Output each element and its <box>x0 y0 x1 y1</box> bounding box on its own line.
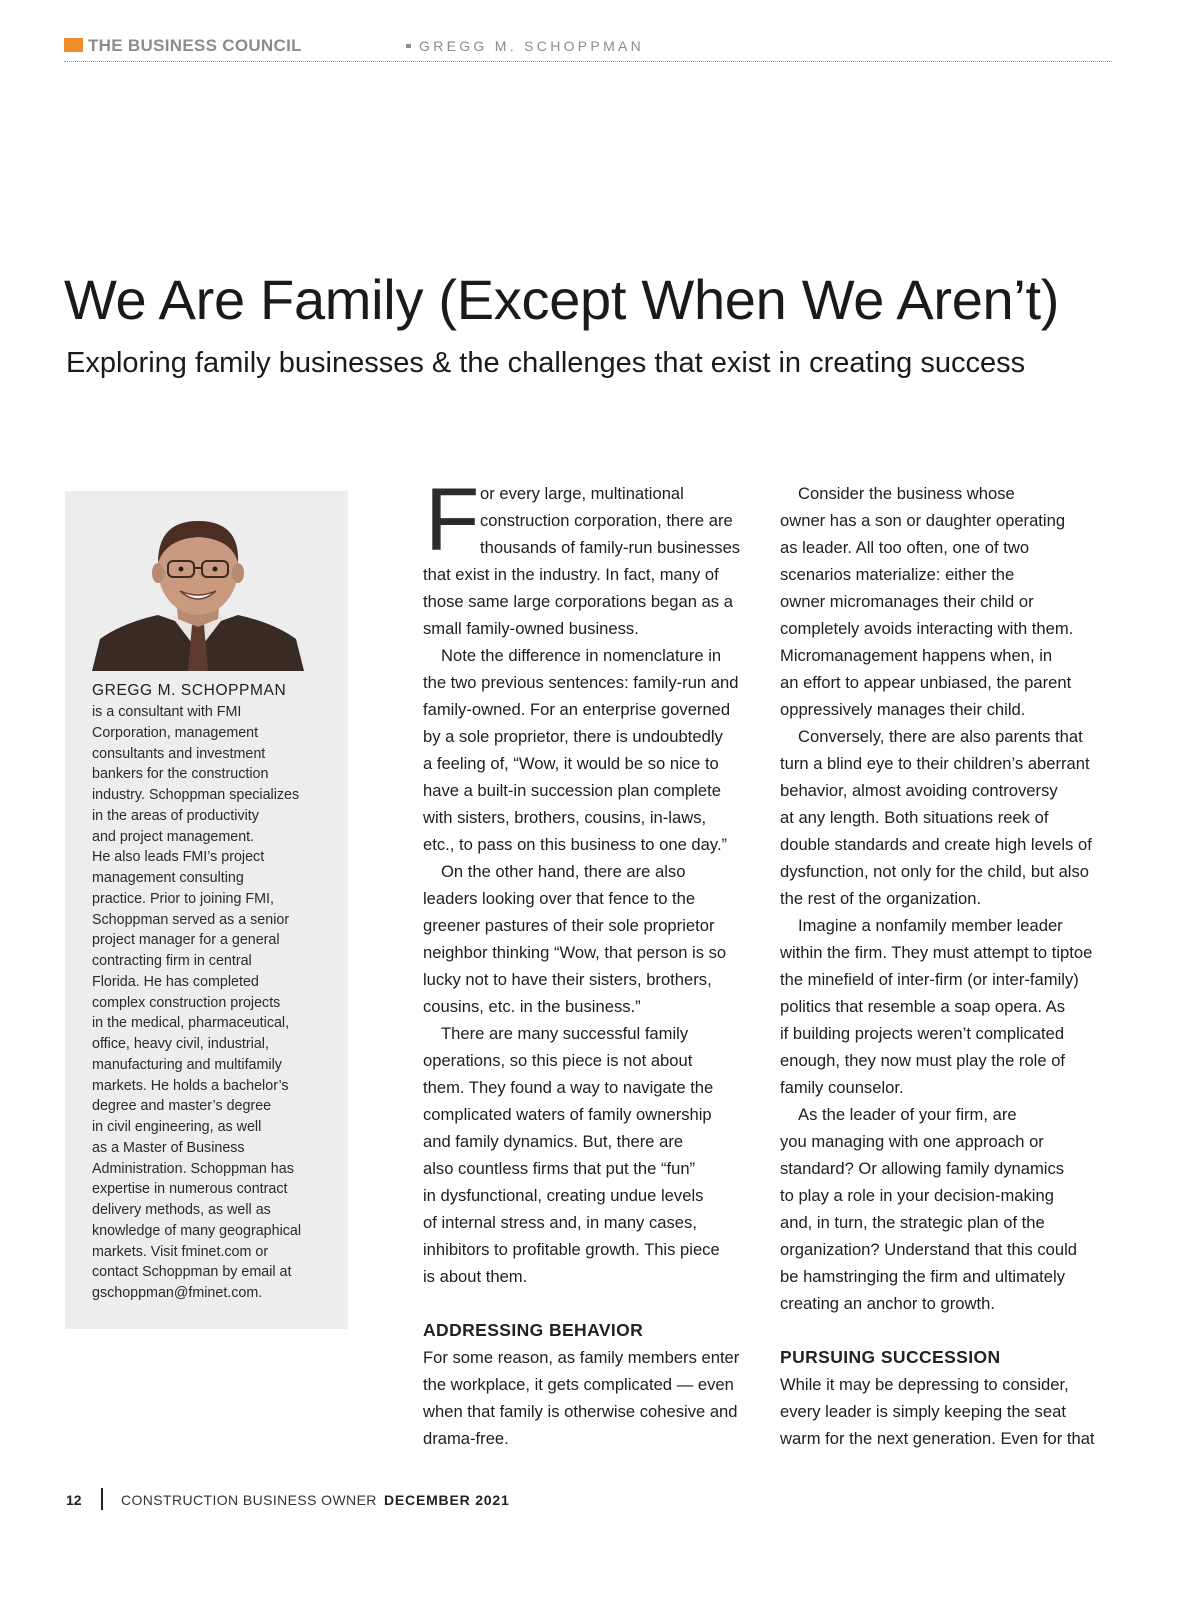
column-1-line: Note the difference in nomenclature in <box>441 646 722 665</box>
column-1-line: lucky not to have their sisters, brothers, <box>423 970 712 989</box>
paragraph-gap <box>423 1290 758 1317</box>
bio-line: markets. He holds a bachelor’s <box>92 1077 289 1094</box>
column-2-line: organization? Understand that this could <box>780 1240 1078 1259</box>
header-separator <box>406 44 411 48</box>
bio-line: in civil engineering, as well <box>92 1119 262 1135</box>
article-subtitle: Exploring family businesses & the challenges that exist in creating success <box>66 347 1026 379</box>
bio-line: in the areas of productivity <box>92 807 259 824</box>
drop-cap: F <box>425 469 480 569</box>
column-1-line: There are many successful family <box>441 1024 689 1043</box>
column-1-line: that exist in the industry. In fact, many of <box>423 565 719 584</box>
column-2-line: the minefield of inter-firm (or inter-family) <box>780 970 1079 989</box>
section-marker-icon <box>64 38 83 52</box>
column-2-line: to play a role in your decision-making <box>780 1186 1054 1205</box>
column-2-line: at any length. Both situations reek of <box>780 808 1049 827</box>
bio-text <box>92 702 342 1304</box>
bio-line: management consulting <box>92 870 244 886</box>
column-2-line: While it may be depressing to consider, <box>780 1375 1069 1394</box>
column-2-line: the rest of the organization. <box>780 889 982 908</box>
page-number: 12 <box>66 1492 82 1508</box>
bio-line: gschoppman@fminet.com. <box>92 1285 263 1301</box>
bio-line: contracting firm in central <box>92 953 252 969</box>
bio-line: Schoppman served as a senior <box>92 911 290 928</box>
column-1-line: neighbor thinking “Wow, that person is so <box>423 943 727 962</box>
bio-line: Corporation, management <box>92 724 259 741</box>
article-column-2 <box>780 480 1115 1452</box>
column-2-line: turn a blind eye to their children’s aberrant <box>780 754 1090 773</box>
column-1-line: also countless firms that put the “fun” <box>423 1159 696 1178</box>
footer-divider <box>101 1488 103 1510</box>
section-heading-pursuing-succession: PURSUING SUCCESSION <box>780 1347 1001 1367</box>
column-1-line: in dysfunctional, creating undue levels <box>423 1186 704 1205</box>
bio-line: degree and master’s degree <box>92 1098 272 1115</box>
author-bio-box <box>65 491 348 1329</box>
bio-line: contact Schoppman by email at <box>92 1264 292 1281</box>
column-1-line: family-owned. For an enterprise governed <box>423 700 731 719</box>
column-2-line: you managing with one approach or <box>780 1132 1044 1151</box>
column-1-line: them. They found a way to navigate the <box>423 1078 714 1097</box>
column-2-line: Conversely, there are also parents that <box>798 727 1083 746</box>
section-label: THE BUSINESS COUNCIL <box>88 36 302 55</box>
bio-line: consultants and investment <box>92 745 266 762</box>
column-1-line: For some reason, as family members enter <box>423 1348 740 1367</box>
magazine-name: CONSTRUCTION BUSINESS OWNER <box>121 1492 377 1508</box>
column-2-line: oppressively manages their child. <box>780 700 1026 719</box>
article-column-1 <box>423 480 758 1452</box>
bio-line: as a Master of Business <box>92 1139 245 1156</box>
column-2-line: standard? Or allowing family dynamics <box>780 1159 1065 1178</box>
column-1-line: or every large, multinational <box>480 484 684 503</box>
column-2-line: be hamstringing the firm and ultimately <box>780 1267 1065 1286</box>
column-1-line: etc., to pass on this business to one day.” <box>423 835 728 854</box>
bio-line: bankers for the construction <box>92 766 269 783</box>
column-2-line: family counselor. <box>780 1078 904 1097</box>
bio-line: knowledge of many geographical <box>92 1222 302 1239</box>
column-1-line: operations, so this piece is not about <box>423 1051 693 1070</box>
issue-date: DECEMBER 2021 <box>384 1492 510 1508</box>
section-heading-addressing-behavior: ADDRESSING BEHAVIOR <box>423 1320 644 1340</box>
column-1-line: small family-owned business. <box>423 619 639 638</box>
column-2-line: creating an anchor to growth. <box>780 1294 995 1313</box>
column-2-line: scenarios materialize: either the <box>780 565 1015 584</box>
column-2-line: enough, they now must play the role of <box>780 1051 1066 1070</box>
column-1-line: have a built-in succession plan complete <box>423 781 721 800</box>
bio-line: expertise in numerous contract <box>92 1181 288 1198</box>
header-author: GREGG M. SCHOPPMAN <box>419 38 645 54</box>
column-2-line: and, in turn, the strategic plan of the <box>780 1213 1045 1232</box>
bio-line: office, heavy civil, industrial, <box>92 1036 269 1052</box>
column-2-line: double standards and create high levels of <box>780 835 1092 854</box>
column-2-line: every leader is simply keeping the seat <box>780 1402 1066 1421</box>
column-1-line: of internal stress and, in many cases, <box>423 1213 697 1232</box>
column-1-line: cousins, etc. in the business.” <box>423 997 641 1016</box>
bio-line: He also leads FMI’s project <box>92 849 265 866</box>
column-2-line: Consider the business whose <box>798 484 1015 503</box>
column-1-line: by a sole proprietor, there is undoubtedly <box>423 727 723 746</box>
bio-line: Administration. Schoppman has <box>92 1160 294 1177</box>
bio-line: in the medical, pharmaceutical, <box>92 1015 290 1032</box>
column-1-line: construction corporation, there are <box>480 511 733 530</box>
column-2-line: as leader. All too often, one of two <box>780 538 1030 557</box>
column-1-line: when that family is otherwise cohesive and <box>423 1402 738 1421</box>
author-portrait <box>92 511 304 671</box>
bio-line: industry. Schoppman specializes <box>92 787 300 803</box>
column-2-line: politics that resemble a soap opera. As <box>780 997 1066 1016</box>
column-2-line: behavior, almost avoiding controversy <box>780 781 1058 800</box>
column-1-line: those same large corporations began as a <box>423 592 733 611</box>
running-header <box>64 36 1112 62</box>
bio-line: is a consultant with FMI <box>92 704 242 720</box>
column-2-line: completely avoids interacting with them. <box>780 619 1074 638</box>
column-1-line: greener pastures of their sole proprietor <box>423 916 715 935</box>
column-1-line: drama-free. <box>423 1429 509 1448</box>
column-1-line: the workplace, it gets complicated — even <box>423 1375 734 1394</box>
column-1-line: with sisters, brothers, cousins, in-laws, <box>423 808 707 827</box>
column-1-line: a feeling of, “Wow, it would be so nice to <box>423 754 719 773</box>
column-1-line: On the other hand, there are also <box>441 862 686 881</box>
column-2-line: As the leader of your firm, are <box>798 1105 1017 1124</box>
paragraph-gap <box>780 1317 1115 1344</box>
column-2-line: Imagine a nonfamily member leader <box>798 916 1063 935</box>
column-2-line: within the firm. They must attempt to tiptoe <box>780 943 1093 962</box>
column-2-line: warm for the next generation. Even for that <box>780 1429 1095 1448</box>
column-1-line: complicated waters of family ownership <box>423 1105 712 1124</box>
bio-line: manufacturing and multifamily <box>92 1056 282 1073</box>
bio-author-name: GREGG M. SCHOPPMAN <box>92 682 287 699</box>
article-title: We Are Family (Except When We Aren’t) <box>64 268 1060 331</box>
column-1-line: the two previous sentences: family-run and <box>423 673 739 692</box>
column-2-line: if building projects weren’t complicated <box>780 1024 1065 1043</box>
column-2-line: Micromanagement happens when, in <box>780 646 1053 665</box>
bio-line: complex construction projects <box>92 994 281 1011</box>
bio-line: project manager for a general <box>92 932 280 949</box>
bio-line: delivery methods, as well as <box>92 1202 271 1218</box>
column-2-line: owner has a son or daughter operating <box>780 511 1066 530</box>
column-1-line: leaders looking over that fence to the <box>423 889 696 908</box>
column-2-line: owner micromanages their child or <box>780 592 1034 611</box>
bio-line: practice. Prior to joining FMI, <box>92 890 274 907</box>
page-footer <box>66 1490 666 1512</box>
column-1-line: is about them. <box>423 1267 528 1286</box>
bio-line: and project management. <box>92 828 255 845</box>
column-2-line: dysfunction, not only for the child, but also <box>780 862 1090 881</box>
column-1-line: and family dynamics. But, there are <box>423 1132 684 1151</box>
column-2-line: an effort to appear unbiased, the parent <box>780 673 1072 692</box>
column-1-line: thousands of family-run businesses <box>480 538 741 557</box>
bio-line: Florida. He has completed <box>92 973 259 990</box>
column-1-line: inhibitors to profitable growth. This piece <box>423 1240 720 1259</box>
bio-line: markets. Visit fminet.com or <box>92 1243 269 1260</box>
